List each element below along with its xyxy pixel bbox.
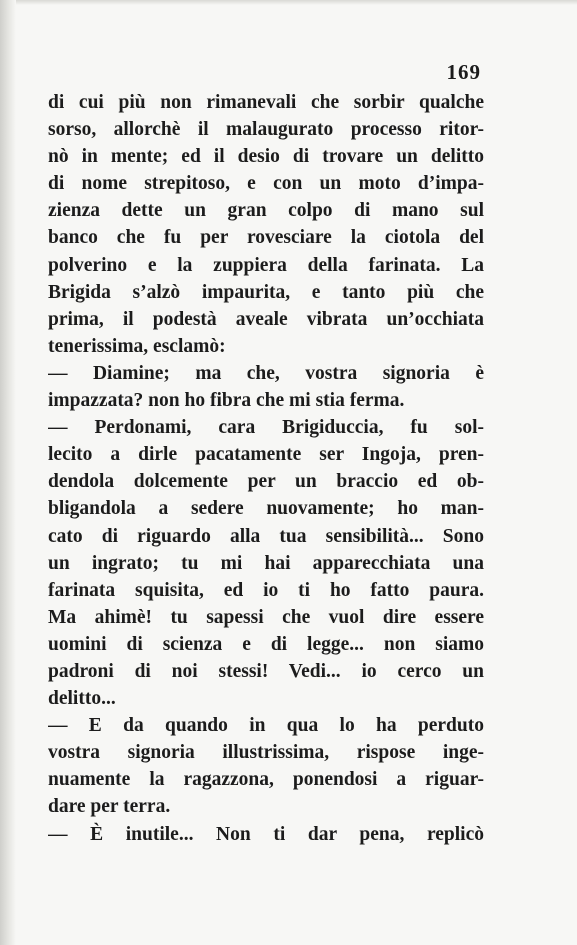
text-line: lecito a dirle pacatamente ser Ingoja, pren-: [48, 444, 484, 466]
text-line: dare per terra.: [48, 796, 171, 818]
text-line: impazzata? non ho fibra che mi stia ferma.: [48, 390, 405, 412]
text-line: nuamente la ragazzona, ponendosi a riguar-: [48, 769, 484, 791]
text-line: Ma ahimè! tu sapessi che vuol dire essere: [48, 606, 484, 628]
text-line: Brigida s’alzò impaurita, e tanto più che: [48, 281, 484, 303]
text-line: zienza dette un gran colpo di mano sul: [48, 200, 484, 222]
text-line: farinata squisita, ed io ti ho fatto paura.: [48, 579, 484, 601]
page-spine-shadow: [0, 0, 16, 945]
text-line: nò in mente; ed il desio di trovare un delitto: [48, 146, 484, 168]
text-line: uomini di scienza e di legge... non siamo: [48, 633, 484, 655]
text-line: tenerissima, esclamò:: [48, 335, 226, 357]
text-line: polverino e la zuppiera della farinata. La: [48, 254, 484, 276]
text-line: dendola dolcemente per un braccio ed ob-: [48, 471, 484, 493]
text-line: bligandola a sedere nuovamente; ho man-: [48, 498, 484, 520]
text-line: di nome strepitoso, e con un moto d’impa-: [48, 173, 484, 195]
text-line: — Diamine; ma che, vostra signoria è: [48, 362, 484, 384]
text-line: cato di riguardo alla tua sensibilità... Sono: [48, 525, 484, 547]
text-line: di cui più non rimanevali che sorbir qualche: [48, 92, 484, 113]
text-line: sorso, allorchè il malaugurato processo ritor-: [48, 119, 484, 141]
text-line: vostra signoria illustrissima, rispose inge-: [48, 742, 484, 764]
text-line: — E da quando in qua lo ha perduto: [48, 715, 484, 737]
body-text: [48, 89, 484, 848]
text-line: banco che fu per rovesciare la ciotola del: [48, 227, 484, 249]
page-top-edge: [0, 0, 577, 5]
text-line: delitto...: [48, 688, 116, 710]
text-line: prima, il podestà aveale vibrata un’occhiata: [48, 308, 484, 330]
page-number: 169: [446, 60, 481, 84]
text-line: — Perdonami, cara Brigiduccia, fu sol-: [48, 417, 484, 439]
text-line: un ingrato; tu mi hai apparecchiata una: [48, 552, 484, 574]
text-line: padroni di noi stessi! Vedi... io cerco un: [48, 660, 484, 682]
text-line: — È inutile... Non ti dar pena, replicò: [48, 823, 484, 845]
